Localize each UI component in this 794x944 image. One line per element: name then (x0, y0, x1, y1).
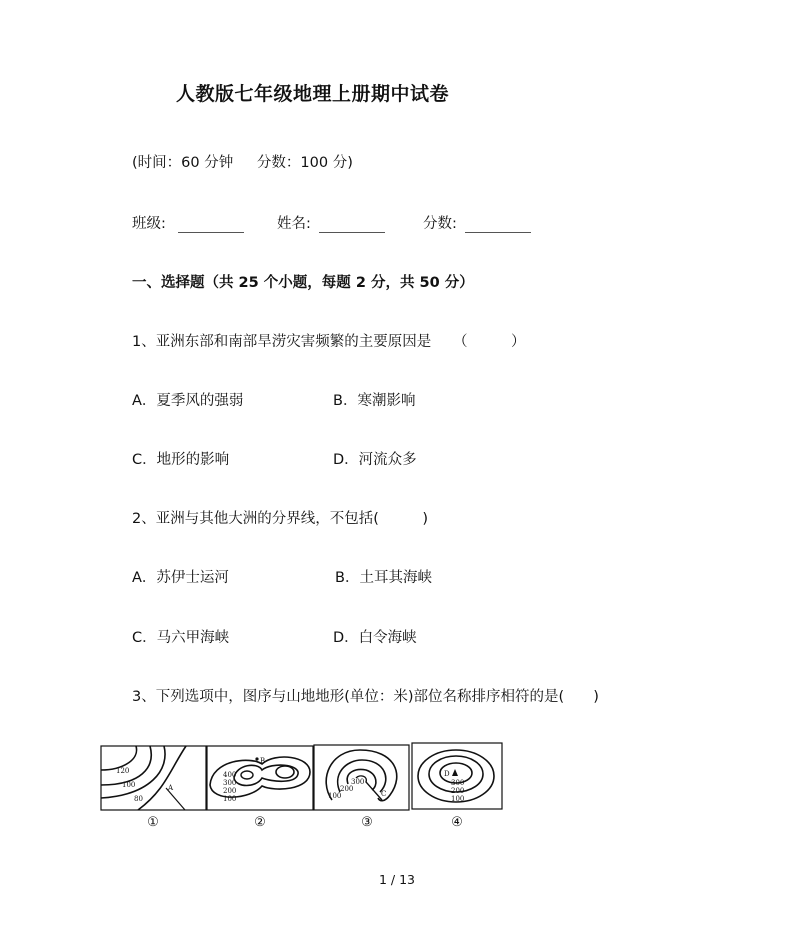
question-2-option-c: C．马六甲海峡 (132, 630, 230, 646)
panel1-label-80: 80 (134, 795, 143, 803)
panel2-label-200: 200 (223, 787, 237, 795)
panel4-label-100: 100 (451, 795, 465, 803)
page-title: 人教版七年级地理上册期中试卷 (176, 83, 450, 105)
name-blank (319, 216, 385, 233)
panel-label-3: ③ (361, 815, 373, 830)
panel1-label-a: A (168, 784, 174, 792)
page-current: 1 (378, 872, 387, 887)
panel1-label-100: 100 (122, 781, 136, 789)
panel4-label-d: D (444, 770, 450, 778)
question-1-option-d: D．河流众多 (333, 452, 417, 468)
score-blank (465, 216, 531, 233)
question-2-option-a: A．苏伊士运河 (132, 570, 229, 586)
panel2-point-b (255, 757, 258, 760)
page-footer (0, 872, 794, 887)
score-label: 分数: (423, 216, 457, 232)
question-1-option-a: A．夏季风的强弱 (132, 393, 244, 409)
panel-label-4: ④ (451, 815, 463, 830)
panel-label-2: ② (254, 815, 266, 830)
panel1-label-120: 120 (116, 767, 130, 775)
page-separator: / (390, 872, 396, 887)
contour-map-figure (100, 740, 504, 832)
panel4-peak-marker (452, 769, 458, 776)
panel4-label-300: 300 (451, 779, 465, 787)
contour-panel-2 (207, 746, 313, 810)
class-field (132, 212, 244, 233)
contour-panel-1 (101, 746, 206, 810)
question-3-stem: 3、下列选项中，图序与山地地形(单位：米)部位名称排序相符的是( ) (132, 689, 599, 705)
contour-panel-4 (412, 743, 502, 809)
panel3-label-100: 100 (328, 792, 342, 800)
panel2-label-300: 300 (223, 779, 237, 787)
question-1-stem: 1、亚洲东部和南部旱涝灾害频繁的主要原因是 （ ） (132, 334, 526, 350)
contour-panel-3 (314, 745, 409, 810)
class-blank (178, 216, 244, 233)
question-2-option-d: D．白令海峡 (333, 630, 417, 646)
panel3-label-300: 300 (351, 778, 365, 786)
class-label: 班级: (132, 216, 166, 232)
name-field (277, 212, 385, 233)
name-label: 姓名: (277, 216, 311, 232)
panel-label-1: ① (147, 815, 159, 830)
question-2-stem: 2、亚洲与其他大洲的分界线，不包括( ) (132, 511, 429, 527)
question-2-option-b: B．土耳其海峡 (335, 570, 432, 586)
panel4-label-200: 200 (451, 787, 465, 795)
panel2-label-400: 400 (223, 771, 237, 779)
section-heading: 一、选择题（共 25 个小题，每题 2 分，共 50 分） (132, 275, 474, 291)
exam-info: (时间：60 分钟 分数：100 分) (132, 155, 353, 171)
panel3-label-200: 200 (340, 785, 354, 793)
score-field (423, 212, 531, 233)
question-1-option-c: C．地形的影响 (132, 452, 230, 468)
page-total: 13 (399, 872, 416, 887)
question-1-option-b: B．寒潮影响 (333, 393, 416, 409)
panel2-label-100: 100 (223, 795, 237, 803)
panel3-label-c: C (381, 790, 387, 798)
panel2-label-b: B (260, 757, 266, 765)
